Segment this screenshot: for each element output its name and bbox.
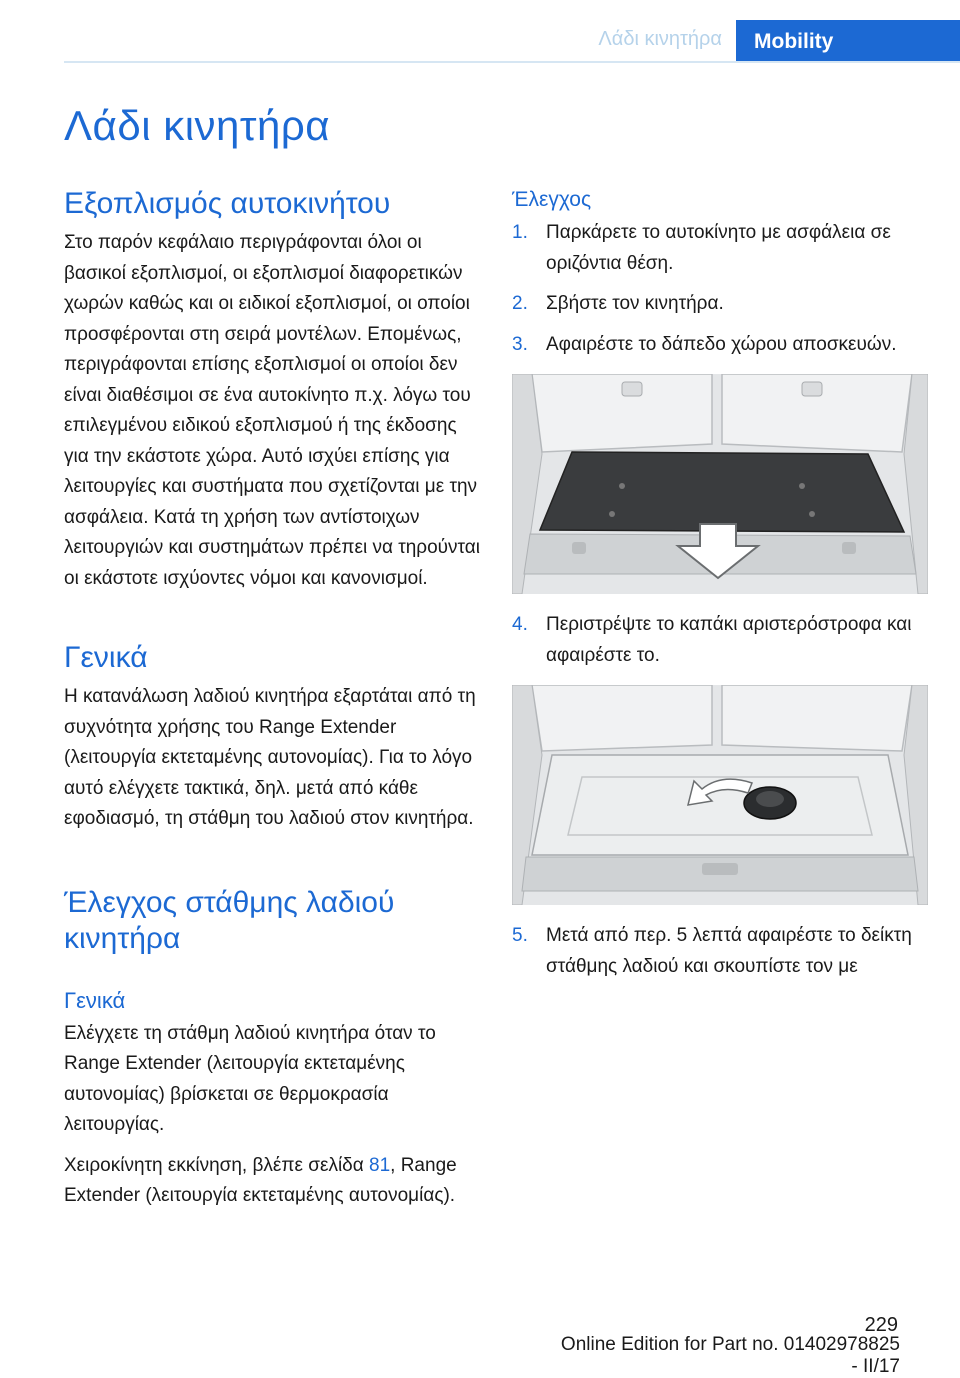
step-5 — [512, 921, 928, 982]
step-text: Αφαιρέστε το δάπεδο χώρου αποσκευών. — [546, 333, 897, 355]
step-text: Παρκάρετε το αυτοκίνητο με ασφάλεια σε οριζόντια θέση. — [546, 222, 891, 274]
oil-level-text-2-start: Χειροκίνητη εκκίνηση, βλέπε σελίδα — [64, 1154, 370, 1176]
header-divider — [64, 61, 960, 63]
page-title: Λάδι κινητήρα — [64, 102, 331, 149]
left-column — [64, 186, 480, 1212]
oil-level-general-subheading: Γενικά — [64, 987, 126, 1013]
step-3 — [512, 330, 928, 361]
page-81-link[interactable]: 81 — [369, 1154, 391, 1176]
step-number: 3. — [512, 333, 528, 355]
step-1 — [512, 218, 928, 279]
oil-level-text-1: Ελέγχετε τη στάθμη λαδιού κινητήρα όταν το Range Extender (λειτουργία εκτεταμένης αυτονομίας) βρίσκεται σε θερμοκρασία λειτουργίας. — [64, 1022, 436, 1135]
general-heading: Γενικά — [64, 641, 148, 674]
check-heading: Έλεγχος — [512, 188, 592, 211]
oil-level-check-heading: Έλεγχος στάθμης λαδιού κινητήρα — [64, 885, 395, 955]
step-number: 4. — [512, 614, 528, 635]
step-number: 5. — [512, 925, 528, 946]
equipment-text: Στο παρόν κεφάλαιο περιγράφονται όλοι οι βασικοί εξοπλισμοί, οι εξοπλισμοί διαφορετικών χωρών καθώς και οι ειδικοί εξοπλισμοί, οι οποίοι προσφέρονται στη σειρά μοντέλων. Επομένως, περιγράφονται επίσης εξοπλισμοί οι οποίοι δεν είναι διαθέσιμοι σε ένα αυτοκίνητο π.χ. λόγω του επιλεγμένου ειδικού εξοπλισμού ή της έκδοσης για την εκάστοτε χώρα. Αυτό ισχύει επίσης για λειτουργίες και συστήματα που σχετίζονται με την ασφάλεια. Κατά τη χρήση των αντίστοιχων λειτουργιών και συστημάτων πρέπει να τηρούνται οι εκάστοτε ισχύοντες νόμοι και κανονισμοί. — [64, 232, 480, 589]
equipment-heading: Εξοπλισμός αυτοκινήτου — [64, 187, 391, 220]
general-text: Η κατανάλωση λαδιού κινητήρα εξαρτάται από τη συχνότητα χρήσης του Range Extender (λειτουργία εκτεταμένης αυτονομίας). Για το λόγο αυτό ελέγχετε τακτικά, δηλ. μετά από κάθε εφοδιασμό, τη στάθμη του λαδιού στον κινητήρα. — [64, 686, 476, 829]
chapter-tab[interactable]: Mobility — [736, 20, 960, 63]
oil-cap-illustration — [512, 685, 928, 905]
step-text: Μετά από περ. 5 λεπτά αφαιρέστε το δείκτη στάθμης λαδιού και σκουπίστε τον με — [546, 925, 912, 977]
edition-note: Online Edition for Part no. 01402978825 - II/17 — [560, 1334, 900, 1377]
header-section-title: Λάδι κινητήρα — [598, 28, 722, 50]
trunk-floor-drawing — [512, 374, 928, 594]
oil-level-text-2-end: , Range Extender (λειτουργία εκτεταμένης αυτονομίας). — [64, 1154, 457, 1206]
step-number: 2. — [512, 293, 528, 314]
trunk-floor-illustration — [512, 374, 928, 594]
step-number: 1. — [512, 222, 528, 243]
oil-level-text-2 — [64, 1151, 480, 1212]
oil-cap-drawing — [512, 685, 928, 905]
step-4 — [512, 610, 928, 671]
step-text: Περιστρέψτε το καπάκι αριστερόστροφα και αφαιρέστε το. — [546, 614, 912, 666]
page-number: 229 — [864, 1314, 898, 1336]
step-text: Σβήστε τον κινητήρα. — [546, 293, 724, 314]
step-2 — [512, 289, 928, 320]
right-column — [512, 186, 928, 982]
